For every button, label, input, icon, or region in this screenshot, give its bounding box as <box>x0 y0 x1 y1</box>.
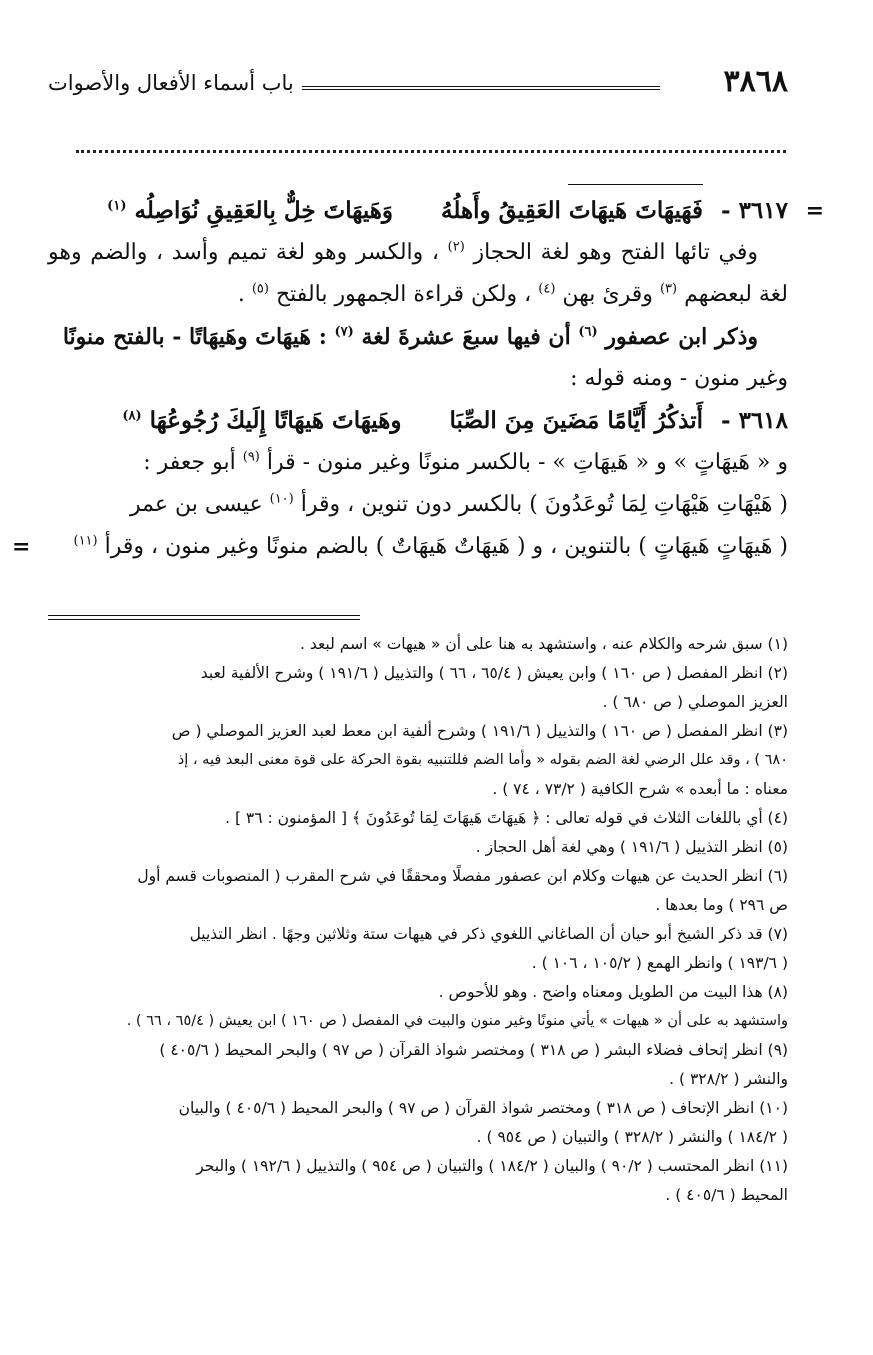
verse-hemistich-2: وَهَيهَاتَ خِلٌّ بِالعَقِيقِ نُوَاصِلُه <box>134 197 393 224</box>
footnote-ref: (١١) <box>73 533 98 549</box>
book-page <box>12 60 824 1320</box>
footnote-line: ( ١٩٣/٦ ) وانظر الهمع ( ١٠٥/٢ ، ١٠٦ ) . <box>531 954 788 972</box>
text-segment: وذكر ابن عصفور <box>605 324 758 350</box>
text-segment: وفي تائها الفتح وهو لغة الحجاز <box>473 240 758 265</box>
footnote-line: العزيز الموصلي ( ص ٦٨٠ ) . <box>602 693 788 711</box>
text-segment: أن فيها سبعَ عشرةَ لغة <box>361 324 571 350</box>
text-segment: وقرئ بهن <box>562 282 653 307</box>
footnote-line: (١٠) انظر الإتحاف ( ص ٣١٨ ) ومختصر شواذ القرآن ( ص ٩٧ ) والبحر المحيط ( ٤٠٥/٦ ) والبيان <box>178 1099 788 1117</box>
footnote-ref: (٣) <box>659 281 678 297</box>
footnote-ref: (٧) <box>334 324 354 340</box>
header-rule <box>302 86 660 90</box>
text-segment: ( هَيْهَاتِ هَيْهَاتِ لِمَا تُوعَدُونَ ) بالكسر دون تنوين ، وقرأ <box>300 492 788 517</box>
verse-rule <box>568 184 703 185</box>
footnote-line: (١١) انظر المحتسب ( ٩٠/٢ ) والبيان ( ١٨٤/٢ ) والتبيان ( ص ٩٥٤ ) والتذييل ( ١٩٢/٦ ) والبحر <box>196 1157 788 1175</box>
text-segment: و « هَيهَاتٍ » و « هَيهَاتِ » - بالكسر منونًا وغير منون - قرأ <box>266 450 788 475</box>
footnote-line: واستشهد به على أن « هيهات » يأتي منونًا وغير منون والبيت في المفصل ( ص ١٦٠ ) ابن يعيش ( ٦٥/٤ ، ٦٦ ) . <box>126 1013 788 1029</box>
verse-number: ٣٦١٨ - <box>721 407 788 434</box>
footnote-line: (٥) انظر التذييل ( ١٩١/٦ ) وهي لغة أهل الحجاز . <box>475 838 788 856</box>
footnotes <box>48 630 788 1210</box>
text-segment: . <box>237 282 245 307</box>
footnote-ref: (١) <box>107 198 127 214</box>
footnote-line: معناه : ما أبعده » شرح الكافية ( ٧٣/٢ ، ٧٤ ) . <box>492 780 788 798</box>
verse-number: ٣٦١٧ - <box>721 197 788 224</box>
verse-hemistich-2: وهَيهَاتَ هَيهَاتًا إِلَيكَ رُجُوعُهَا <box>149 407 402 434</box>
footnote-ref: (١٠) <box>269 491 294 507</box>
text-segment: عيسى بن عمر <box>130 492 263 517</box>
continuation-mark-right: = <box>805 198 824 224</box>
footnote-ref: (٤) <box>538 281 556 297</box>
body-line-7 <box>12 526 788 568</box>
footnote-ref: (٨) <box>122 408 142 424</box>
footnote-line: (٩) انظر إتحاف فضلاء البشر ( ص ٣١٨ ) ومختصر شواذ القرآن ( ص ٩٧ ) والبحر المحيط ( ٤٠٥/٦ ) <box>159 1041 788 1059</box>
body-line-1 <box>48 232 788 274</box>
footnote-line: (١) سبق شرحه والكلام عنه ، واستشهد به هنا على أن « هيهات » اسم لبعد . <box>299 635 788 653</box>
footnote-line: (٨) هذا البيت من الطويل ومعناه واضح . وهو للأحوص . <box>438 983 788 1001</box>
body-line-3 <box>48 316 788 358</box>
chapter-title: باب أسماء الأفعال والأصوات <box>48 71 294 95</box>
verse-hemistich-1: أَتذكُرُ أَيَّامًا مَضَينَ مِنَ الصِّبَا <box>449 407 703 434</box>
body-line-4 <box>48 358 788 400</box>
verse-3617 <box>48 190 824 232</box>
text-segment: أبو جعفر : <box>143 450 236 475</box>
body-line-2 <box>48 274 788 316</box>
continuation-mark-left: = <box>12 534 31 560</box>
page-number: ٣٨٦٨ <box>723 64 788 99</box>
page-header <box>48 60 788 104</box>
main-text <box>12 190 824 568</box>
text-segment: ، والكسر وهو لغة تميم وأسد ، والضم وهو <box>48 240 440 265</box>
verse-3618 <box>48 400 788 442</box>
footnote-separator <box>48 615 360 620</box>
text-segment: لغة لبعضهم <box>684 282 788 307</box>
text-segment: ، ولكن قراءة الجمهور بالفتح <box>275 282 532 307</box>
footnote-line: (٤) أي باللغات الثلاث في قوله تعالى : ﴿ هَيهَاتَ هَيهَاتَ لِمَا تُوعَدُونَ ﴾ [ المؤمنون : ٣٦ ] . <box>225 809 788 827</box>
footnote-ref: (٩) <box>242 449 260 465</box>
body-line-6 <box>48 484 788 526</box>
footnote-line: (٢) انظر المفصل ( ص ١٦٠ ) وابن يعيش ( ٦٥/٤ ، ٦٦ ) والتذييل ( ١٩١/٦ ) وشرح الألفية لعبد <box>200 664 788 682</box>
text-segment: وغير منون - ومنه قوله : <box>570 366 788 391</box>
footnote-ref: (٥) <box>251 281 269 297</box>
footnote-line: (٧) قد ذكر الشيخ أبو حيان أن الصاغاني اللغوي ذكر في هيهات ستة وثلاثين وجهًا . انظر التذييل <box>189 925 788 943</box>
footnote-line: ٦٨٠ ) ، وقد علل الرضي لغة الضم بقوله « وأما الضم فللتنبيه بقوة الحركة على قوة معنى البعد فيه ، إذ <box>177 752 788 768</box>
footnote-line: (٣) انظر المفصل ( ص ١٦٠ ) والتذييل ( ١٩١/٦ ) وشرح ألفية ابن معط لعبد العزيز الموصلي ( ص <box>171 722 788 740</box>
text-segment: : هَيهَاتَ وهَيهَاتًا - بالفتح منونًا <box>62 324 327 350</box>
footnote-line: ص ٢٩٦ ) وما بعدها . <box>655 896 788 914</box>
text-segment: ( هَيهَاتٍ هَيهَاتٍ ) بالتنوين ، و ( هَيهَاتٌ هَيهَاتٌ ) بالضم منونًا وغير منون ، وقرأ <box>104 534 788 559</box>
footnote-line: المحيط ( ٤٠٥/٦ ) . <box>665 1186 788 1204</box>
footnote-line: ( ١٨٤/٢ ) والنشر ( ٣٢٨/٢ ) والتبيان ( ص ٩٥٤ ) . <box>476 1128 788 1146</box>
footnote-line: (٦) انظر الحديث عن هيهات وكلام ابن عصفور مفصلًا ومحققًا في شرح المقرب ( المنصوبات قسم أول <box>137 867 788 885</box>
verse-hemistich-1: فَهَيهَاتَ هَيهَاتَ العَقِيقُ وأَهلُهُ <box>441 197 703 224</box>
body-line-5 <box>48 442 788 484</box>
dotted-divider <box>76 150 786 153</box>
footnote-line: والنشر ( ٣٢٨/٢ ) . <box>669 1070 788 1088</box>
footnote-ref: (٢) <box>447 239 465 255</box>
footnote-ref: (٦) <box>578 324 598 340</box>
